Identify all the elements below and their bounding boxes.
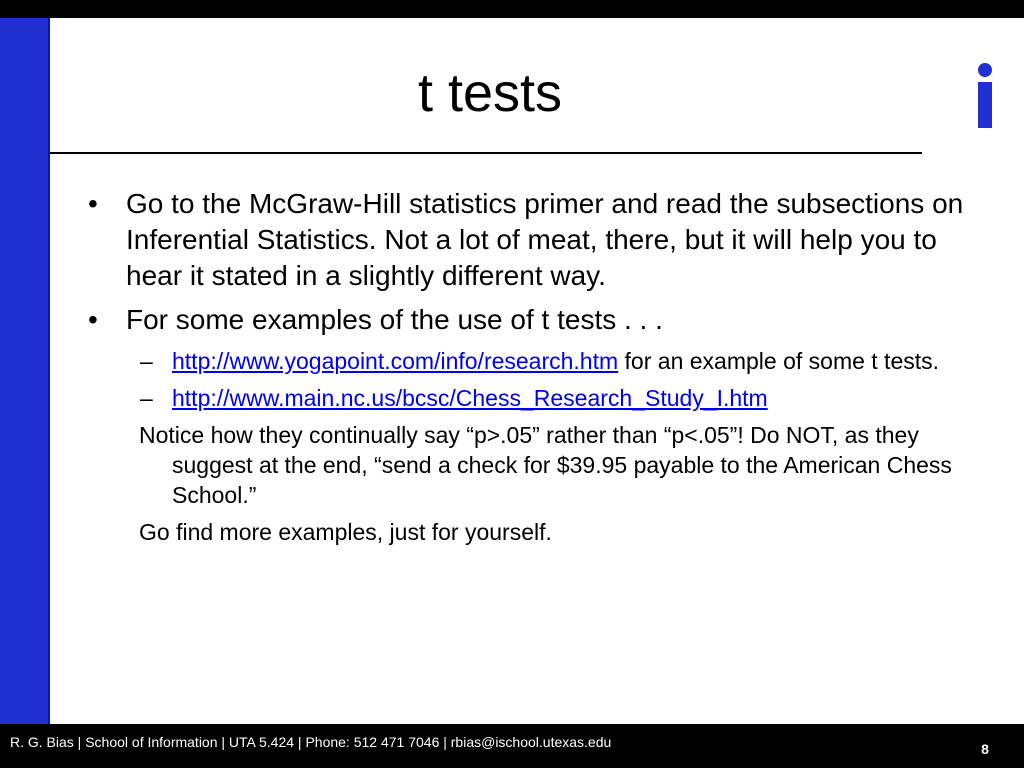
slide-title: t tests: [417, 63, 563, 123]
bullet-marker: •: [88, 304, 98, 335]
note-find-examples: Go find more examples, just for yourself.: [139, 519, 552, 545]
sub-bullet-chess-study: [140, 383, 968, 413]
title-divider: [50, 152, 922, 154]
bullet-text: For some examples of the use of t tests . . .: [126, 304, 663, 335]
note-p-values: Notice how they continually say “p>.05” rather than “p<.05”! Do NOT, as they suggest at the end, “send a check for $39.95 payable to the American Chess School.”: [139, 422, 952, 508]
yogapoint-link[interactable]: http://www.yogapoint.com/info/research.htm: [172, 348, 619, 374]
footer-bar: [0, 724, 1024, 768]
top-bar: [0, 0, 1024, 18]
bullet-text: Go to the McGraw-Hill statistics primer and read the subsections on Inferential Statistics. Not a lot of meat, there, but it will help you to hear it stated in a slightly different way.: [126, 188, 964, 291]
chess-study-link[interactable]: http://www.main.nc.us/bcsc/Chess_Research_Study_I.htm: [172, 385, 768, 411]
bullet-examples: [88, 302, 968, 338]
left-sidebar: [0, 18, 50, 724]
slide-content: [88, 186, 968, 554]
sub-bullet-marker: –: [140, 385, 153, 411]
bullet-marker: •: [88, 188, 98, 219]
footer-contact-text: R. G. Bias | School of Information | UTA 5.424 | Phone: 512 471 7046 | rbias@ischool.utexas.edu: [10, 734, 612, 750]
ischool-logo-icon: [968, 62, 1002, 128]
page-number: 8: [981, 741, 989, 757]
bullet-mcgraw-hill: [88, 186, 968, 294]
sub-bullet-text: for an example of some t tests.: [618, 348, 940, 374]
sub-bullet-marker: –: [140, 348, 153, 374]
sub-bullet-yogapoint: [140, 346, 968, 376]
